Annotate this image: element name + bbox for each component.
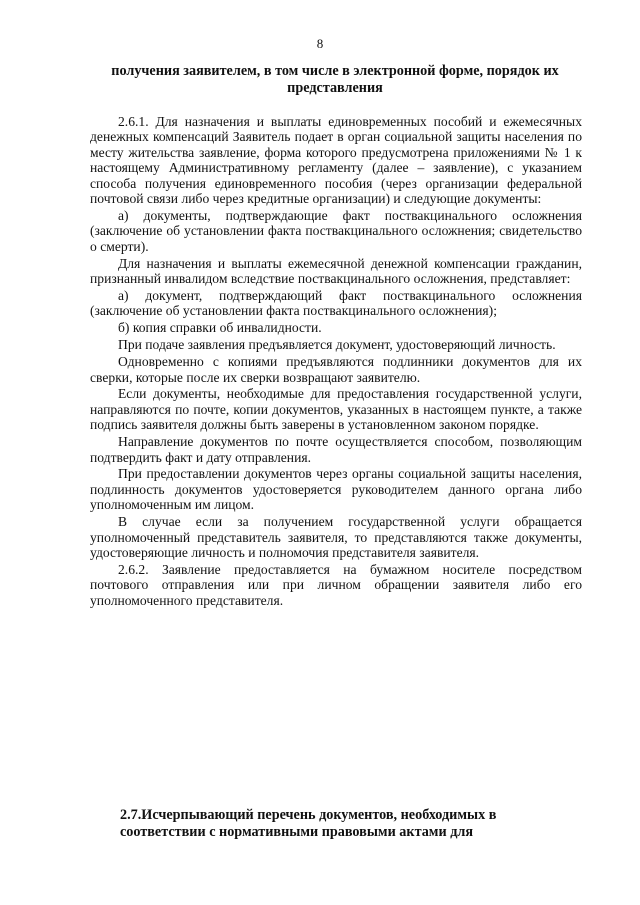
paragraph-postal-method: Направление документов по почте осуществляется способом, позволяющим подтвердить факт и дату отправления. bbox=[90, 434, 582, 465]
paragraph-identity-document: При подаче заявления предъявляется документ, удостоверяющий личность. bbox=[118, 337, 556, 353]
paragraph-item-b-disability: б) копия справки об инвалидности. bbox=[118, 320, 322, 336]
paragraph-item-a-document: а) документ, подтверждающий факт поствакцинального осложнения (заключение об установлении факта поствакцинального осложнения); bbox=[90, 287, 582, 319]
paragraph-postal-submission: Если документы, необходимые для предоставления государственной услуги, направляются по почте, копии документов, указанных в настоящем пункте, а также подпись заявителя должны быть заверены в установленном законом порядке. bbox=[90, 386, 582, 433]
paragraph-2-6-2: 2.6.2. Заявление предоставляется на бумажном носителе посредством почтового отправления или при личном обращении заявителя либо его уполномоченного представителя. bbox=[90, 561, 582, 608]
paragraph-monthly-compensation: Для назначения и выплаты ежемесячной денежной компенсации гражданин, признанный инвалидом вследствие поствакцинального осложнения, представляет: bbox=[90, 255, 582, 287]
section-heading-top: получения заявителем, в том числе в электронной форме, порядок их представления bbox=[111, 63, 559, 96]
body-text bbox=[90, 114, 582, 610]
section-heading-2-7: 2.7.Исчерпывающий перечень документов, необходимых в соответствии с нормативными правовыми актами для bbox=[120, 807, 497, 840]
paragraph-representative: В случае если за получением государственной услуги обращается уполномоченный представитель заявителя, то представляются также документы, удостоверяющие личность и полномочия представителя заявителя. bbox=[90, 514, 582, 560]
paragraph-item-a-documents: а) документы, подтверждающие факт поствакцинального осложнения (заключение об установлении факта поствакцинального осложнения; свидетельство о смерти). bbox=[90, 207, 582, 254]
paragraph-2-6-1: 2.6.1. Для назначения и выплаты единовременных пособий и ежемесячных денежных компенсаций Заявитель подает в орган социальной защиты населения по месту жительства заявление, форма которого предусмотрена приложениями № 1 к настоящему Административному регламенту (далее – заявление), с указанием способа получения единовременного пособия (через организации федеральной почтовой связи либо через кредитные организации) и следующие документы: bbox=[90, 114, 582, 207]
paragraph-originals: Одновременно с копиями предъявляются подлинники документов для их сверки, которые после их сверки возвращают заявителю. bbox=[90, 354, 582, 385]
paragraph-authenticity: При предоставлении документов через органы социальной защиты населения, подлинность документов удостоверяется руководителем данного органа либо уполномоченным им лицом. bbox=[90, 466, 582, 513]
page-number: 8 bbox=[316, 36, 324, 51]
